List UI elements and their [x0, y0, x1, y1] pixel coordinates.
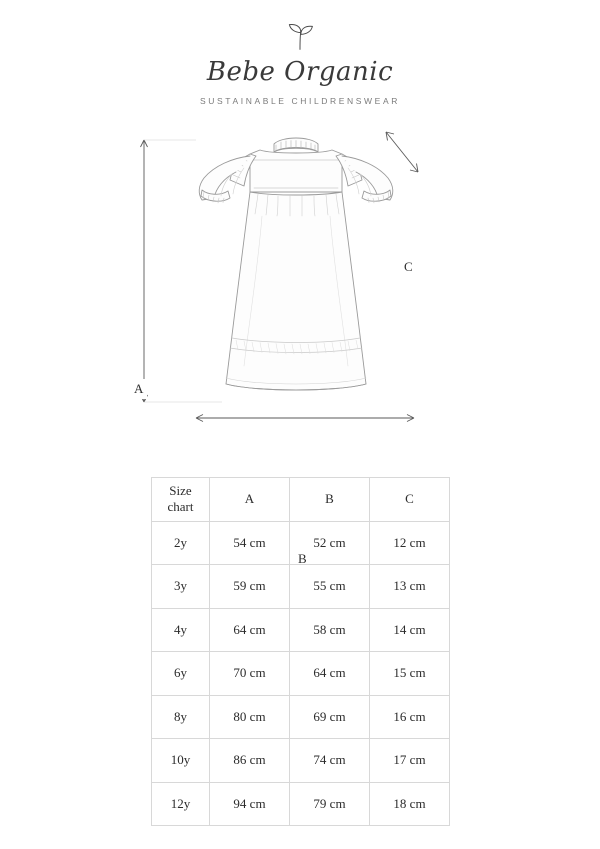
cell-size: 2y: [152, 521, 210, 565]
header-size-chart-line1: Size chart: [167, 483, 194, 515]
cell-b: 69 cm: [290, 695, 370, 739]
table-row: [152, 782, 450, 826]
cell-a: 94 cm: [210, 782, 290, 826]
cell-size: 6y: [152, 652, 210, 696]
cell-b: 52 cm: [290, 521, 370, 565]
cell-c: 12 cm: [370, 521, 450, 565]
cell-a: 64 cm: [210, 608, 290, 652]
cell-a: 59 cm: [210, 565, 290, 609]
brand-header: [0, 0, 600, 106]
table-row: [152, 608, 450, 652]
header-a: A: [210, 478, 290, 522]
dimension-label-c: C: [400, 257, 417, 277]
cell-size: 10y: [152, 739, 210, 783]
size-chart: [151, 477, 449, 826]
brand-tagline: SUSTAINABLE CHILDRENSWEAR: [200, 95, 400, 106]
cell-a: 80 cm: [210, 695, 290, 739]
cell-c: 14 cm: [370, 608, 450, 652]
cell-a: 70 cm: [210, 652, 290, 696]
table-header-row: [152, 478, 450, 522]
cell-a: 86 cm: [210, 739, 290, 783]
table-row: [152, 695, 450, 739]
size-chart-table: [151, 477, 450, 826]
header-b: B: [290, 478, 370, 522]
header-size-chart: [152, 478, 210, 522]
cell-c: 18 cm: [370, 782, 450, 826]
cell-size: 12y: [152, 782, 210, 826]
cell-b: 55 cm: [290, 565, 370, 609]
leaf-sprig-icon: [282, 22, 318, 52]
dimension-line-c: [386, 132, 418, 172]
brand-name: Bebe Organic: [206, 57, 394, 87]
cell-size: 4y: [152, 608, 210, 652]
dimension-label-b: B: [294, 549, 311, 569]
dimension-label-a: A: [130, 379, 147, 399]
size-chart-head: [152, 478, 450, 522]
cell-b: 74 cm: [290, 739, 370, 783]
dress-technical-drawing: [0, 116, 600, 446]
cell-size: 8y: [152, 695, 210, 739]
table-row: [152, 652, 450, 696]
cell-b: 64 cm: [290, 652, 370, 696]
table-row: [152, 521, 450, 565]
cell-b: 58 cm: [290, 608, 370, 652]
size-chart-body: [152, 521, 450, 826]
cell-b: 79 cm: [290, 782, 370, 826]
cell-size: 3y: [152, 565, 210, 609]
cell-c: 16 cm: [370, 695, 450, 739]
cell-c: 15 cm: [370, 652, 450, 696]
cell-a: 54 cm: [210, 521, 290, 565]
table-row: [152, 739, 450, 783]
cell-c: 17 cm: [370, 739, 450, 783]
cell-c: 13 cm: [370, 565, 450, 609]
header-c: C: [370, 478, 450, 522]
table-row: [152, 565, 450, 609]
